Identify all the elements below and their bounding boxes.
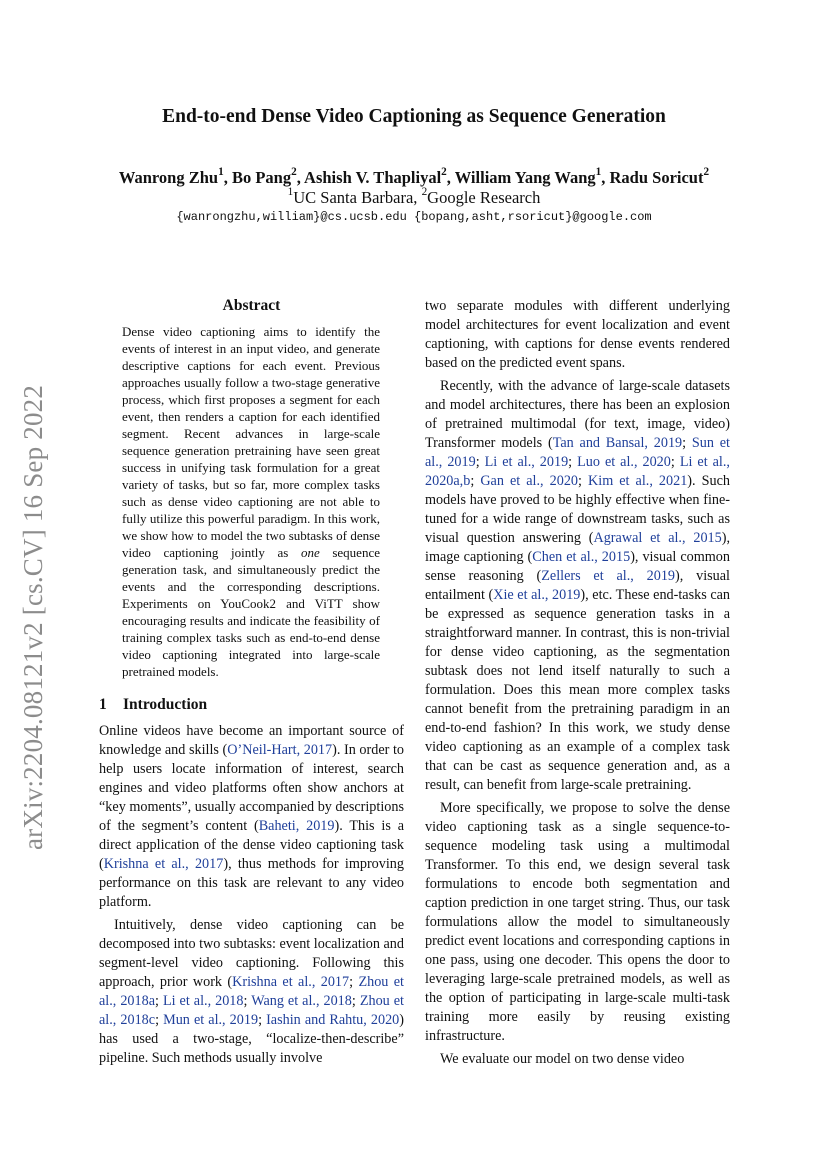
body-text: Intuitively, dense video captioning can be decomposed into two subtasks: event localization and segment-level video captioning. Following this approach, prior work ( — [99, 917, 404, 990]
paragraph — [425, 297, 730, 373]
paper-title: End-to-end Dense Video Captioning as Sequence Generation — [162, 106, 666, 127]
citation-link[interactable]: Li et al., 2020a,b — [425, 454, 730, 489]
paragraph — [425, 1050, 730, 1069]
citation-link[interactable]: Baheti, 2019 — [258, 818, 335, 834]
body-text: ), visual common sense reasoning ( — [425, 549, 730, 584]
body-text: ; — [470, 473, 481, 489]
body-text: ; — [349, 974, 359, 990]
paragraph — [425, 377, 730, 795]
citation-link[interactable]: Kim et al., 2021 — [588, 473, 688, 489]
citation-link[interactable]: Tan and Bansal, 2019 — [552, 435, 683, 451]
citation-link[interactable]: Mun et al., 2019 — [163, 1012, 259, 1028]
arxiv-identifier: arXiv:2204.08121v2 [cs.CV] 16 Sep 2022 — [18, 384, 48, 850]
paragraph — [99, 916, 404, 1068]
citation-link[interactable]: Agrawal et al., 2015 — [593, 530, 722, 546]
body-text: ; — [475, 454, 485, 470]
affiliation-google: Google Research — [427, 188, 541, 207]
citation-link[interactable]: Wang et al., 2018 — [251, 993, 352, 1009]
author-name: Wanrong Zhu — [118, 168, 219, 187]
citation-link[interactable]: Zhou et al., 2018a — [99, 974, 404, 1009]
body-text: Recently, with the advance of large-scale datasets and model architectures, there has been an explosion of pretrained multimodal (for text, image, video) Transformer models ( — [425, 378, 730, 451]
body-text: ; — [351, 993, 360, 1009]
body-text: ; — [578, 473, 588, 489]
citation-link[interactable]: Krishna et al., 2017 — [232, 974, 350, 990]
affiliations — [0, 188, 828, 208]
body-text: ), visual entailment ( — [425, 568, 730, 603]
body-text: ). In order to help users locate information of interest, search engines and video platforms often show anchors at “key moments”, usually accompanied by descriptions of the segment’s content ( — [99, 742, 404, 834]
left-column — [99, 297, 404, 1072]
body-text: We evaluate our model on two dense video — [440, 1051, 685, 1067]
citation-link[interactable]: Sun et al., 2019 — [425, 435, 730, 470]
author-affiliation-marker: 1 — [595, 166, 602, 179]
author-affiliation-marker: 2 — [441, 166, 447, 179]
citation-link[interactable]: Chen et al., 2015 — [532, 549, 631, 565]
citation-link[interactable]: Li et al., 2018 — [162, 993, 244, 1009]
author-affiliation-marker: 2 — [291, 166, 297, 179]
affiliation-ucsb: UC Santa Barbara, — [293, 188, 422, 207]
abstract-text — [122, 323, 380, 680]
citation-link[interactable]: Iashin and Rahtu, 2020 — [266, 1012, 400, 1028]
body-text: ; — [670, 454, 680, 470]
author-emails: {wanrongzhu,william}@cs.ucsb.edu {bopang,asht,rsoricut}@google.com — [176, 210, 652, 224]
body-text: ). Such models have proved to be highly effective when fine-tuned for a wide range of downstream tasks, such as visual question answering ( — [425, 473, 730, 546]
citation-link[interactable]: Luo et al., 2020 — [577, 454, 671, 470]
body-text: ). This is a direct application of the dense video captioning task ( — [99, 818, 404, 872]
body-text: two separate modules with different underlying model architectures for event localization and event captioning, with captions for dense events rendered based on the predicted event spans. — [425, 298, 730, 371]
abstract-text-part: Dense video captioning aims to identify the events of interest in an input video, and generate descriptive captions for each event. Previous approaches usually follow a two-stage generative process, which first proposes a segment for each event, then renders a caption for each identified segment. Recent advances in large-scale sequence generation pretraining have seen great success in unifying task formulation for a great variety of tasks, but so far, more complex tasks such as dense video captioning are not able to fully utilize this powerful paradigm. In this work, we show how to model the two subtasks of dense video captioning jointly as — [122, 324, 380, 560]
citation-link[interactable]: Zellers et al., 2019 — [541, 568, 676, 584]
affiliation-marker: 2 — [421, 186, 428, 199]
section-number: 1 — [99, 696, 107, 713]
body-text: ; — [258, 1012, 267, 1028]
paragraph — [425, 799, 730, 1046]
author-name: Bo Pang — [231, 168, 292, 187]
abstract-text-part: sequence generation task, and simultaneously predict the events and the corresponding descriptions. Experiments on YouCook2 and ViTT show encouraging results and indicate the feasibility of training complex tasks such as end-to-end dense video captioning integrated into large-scale pretrained models. — [122, 545, 380, 679]
abstract-heading: Abstract — [222, 297, 281, 314]
body-text: ; — [155, 993, 163, 1009]
affiliation-marker: 1 — [287, 186, 294, 199]
citation-link[interactable]: Zhou et al., 2018c — [99, 993, 404, 1028]
body-text: ), image captioning ( — [425, 530, 731, 565]
body-text: More specifically, we propose to solve the dense video captioning task as a single sequence-to-sequence modeling task using a multimodal Transformer. To this end, we design several task formulations to encode both segmentation and caption prediction in one target string. Thus, our task formulations allow the model to simultaneously predict event locations and corresponding captions in one pass, using one decoder. This opens the door to leveraging large-scale pretrained models, as well as the option of participating in large-scale multi-task training more easily by reusing existing infrastructure. — [425, 800, 730, 1044]
abstract-emphasis: one — [300, 545, 320, 560]
author-affiliation-marker: 1 — [218, 166, 224, 179]
paragraph — [99, 722, 404, 912]
body-text: ; — [155, 1012, 164, 1028]
section-title: Introduction — [123, 696, 208, 713]
citation-link[interactable]: O’Neil-Hart, 2017 — [227, 742, 333, 758]
body-text: ) has used a two-stage, “localize-then-describe” pipeline. Such methods usually involve — [99, 1012, 404, 1066]
right-column — [425, 297, 730, 1073]
author-name: Ashish V. Thapliyal — [304, 168, 442, 187]
body-text: ), thus methods for improving performance on this task are relevant to any video platform. — [99, 856, 404, 910]
author-name: Radu Soricut — [609, 168, 704, 187]
body-text: ; — [682, 435, 692, 451]
citation-link[interactable]: Krishna et al., 2017 — [103, 856, 224, 872]
citation-link[interactable]: Xie et al., 2019 — [493, 587, 581, 603]
body-text: Online videos have become an important source of knowledge and skills ( — [99, 723, 404, 758]
citation-link[interactable]: Li et al., 2019 — [484, 454, 569, 470]
author-affiliation-marker: 2 — [703, 166, 710, 179]
section-heading-introduction — [99, 696, 404, 714]
author-name: William Yang Wang — [454, 168, 596, 187]
body-text: ), etc. These end-tasks can be expressed as sequence generation tasks in a straightforward manner. In contrast, this is non-trivial for dense video captioning, as the segmentation subtask does not lend itself naturally to such a formulation. Does this mean more complex tasks cannot benefit from the pretraining paradigm in an end-to-end fashion? In this work, we study dense video captioning as an example of a complex task that can be cast as sequence generation and, as a result, can benefit from large-scale pretraining. — [425, 587, 731, 793]
citation-link[interactable]: Gan et al., 2020 — [480, 473, 579, 489]
body-text: ; — [568, 454, 578, 470]
body-text: ; — [243, 993, 252, 1009]
author-list: Wanrong Zhu$^1$, Bo Pang$^2$, Ashish V. Thapliyal$^2$, William Yang Wang$^1$, Radu Soricut$^2$ — [118, 166, 710, 187]
